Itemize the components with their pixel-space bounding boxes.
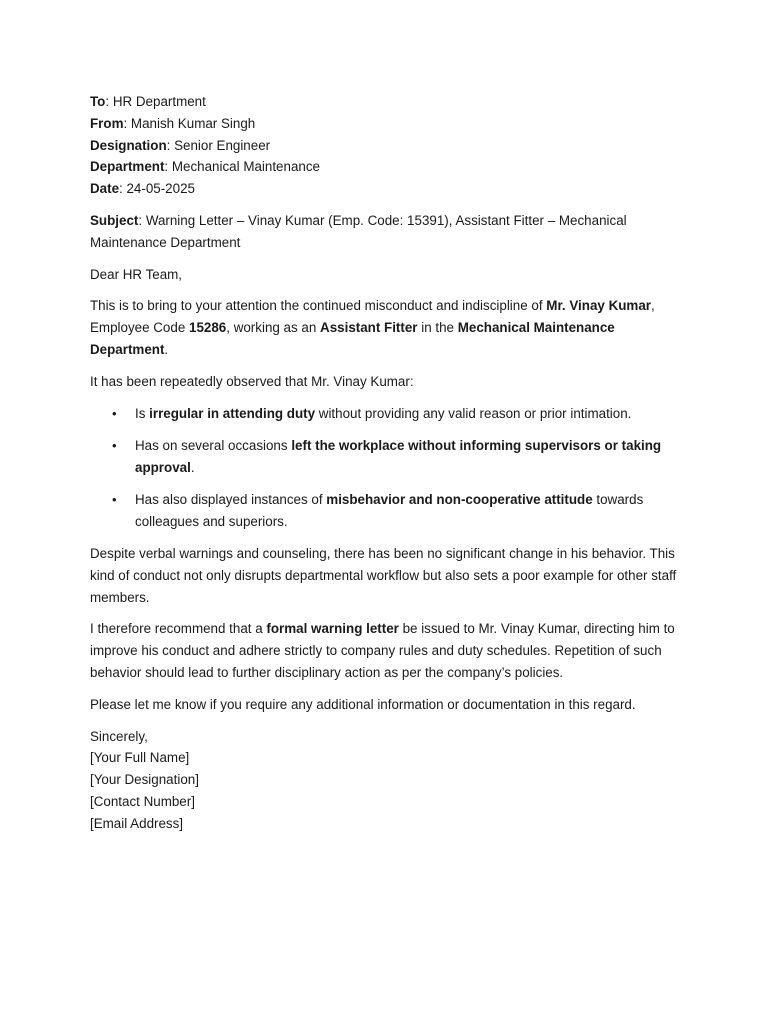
designation-value: : Senior Engineer xyxy=(166,137,271,153)
to-label: To xyxy=(90,94,106,109)
bullet-icon: • xyxy=(112,405,117,421)
date-label: Date xyxy=(90,181,120,197)
paragraph-closing-request: Please let me know if you require any additional information or documentation in this regard. xyxy=(90,696,636,712)
para1-text-5: . xyxy=(164,341,169,357)
para4-text-2: be issued to Mr. Vinay Kumar, directing him to improve his conduct and adhere strictly to company rules and duty schedules. Repetition of such behavior should lead to further disciplinary action as per the company’s policies. xyxy=(90,621,675,681)
para1-text-3: , working as an xyxy=(226,320,321,336)
designation-line xyxy=(90,135,690,157)
list-item xyxy=(90,435,690,479)
paragraph-recommendation xyxy=(90,618,690,683)
to-value: : HR Department xyxy=(105,94,206,109)
formal-warning-text: formal warning letter xyxy=(266,621,399,637)
subject-value: : Warning Letter – Vinay Kumar (Emp. Code: 15391), Assistant Fitter – Mechanical Maintenance Department xyxy=(90,212,627,250)
letter-header xyxy=(90,91,690,200)
bullet-text: . xyxy=(190,459,195,475)
employee-department: Mechanical Maintenance Department xyxy=(90,320,615,357)
observation-list xyxy=(90,403,690,533)
from-value: : Manish Kumar Singh xyxy=(123,115,256,131)
date-value: : 24-05-2025 xyxy=(119,181,195,197)
from-line xyxy=(90,113,690,135)
employee-name: Mr. Vinay Kumar xyxy=(546,298,651,314)
para4-text-1: I therefore recommend that a xyxy=(90,621,267,637)
letter-page xyxy=(90,91,690,835)
subject-line xyxy=(90,210,690,254)
bullet-icon: • xyxy=(112,437,117,453)
department-value: : Mechanical Maintenance xyxy=(164,159,320,175)
signer-designation: [Your Designation] xyxy=(90,772,199,788)
designation-label: Designation xyxy=(90,137,167,153)
para1-text-4: in the xyxy=(417,320,458,336)
bullet-icon: • xyxy=(112,491,117,507)
signer-contact: [Contact Number] xyxy=(90,794,195,810)
paragraph-misconduct xyxy=(90,295,690,360)
department-label: Department xyxy=(90,159,165,175)
para1-text-1: This is to bring to your attention the continued misconduct and indiscipline of xyxy=(90,298,547,314)
from-label: From xyxy=(90,115,124,131)
to-line xyxy=(90,91,690,113)
date-line xyxy=(90,178,690,200)
bullet-bold-text: misbehavior and non-cooperative attitude xyxy=(326,491,593,507)
bullet-text: Has on several occasions xyxy=(135,437,292,453)
employee-code: 15286 xyxy=(189,320,227,336)
signer-name: [Your Full Name] xyxy=(90,750,190,766)
list-item xyxy=(90,489,690,533)
bullet-text: Is xyxy=(135,405,150,421)
bullet-text: towards colleagues and superiors. xyxy=(135,491,644,529)
signer-email: [Email Address] xyxy=(90,815,184,831)
greeting: Dear HR Team, xyxy=(90,266,183,282)
employee-role: Assistant Fitter xyxy=(320,320,418,336)
bullet-text: without providing any valid reason or prior intimation. xyxy=(315,405,632,421)
signature-block xyxy=(90,726,690,835)
department-line xyxy=(90,156,690,178)
list-item xyxy=(90,403,690,425)
bullet-text: Has also displayed instances of xyxy=(135,491,327,507)
subject-label: Subject xyxy=(90,212,139,228)
bullet-bold-text: irregular in attending duty xyxy=(149,405,316,421)
paragraph-observed: It has been repeatedly observed that Mr. Vinay Kumar: xyxy=(90,373,414,389)
paragraph-warnings: Despite verbal warnings and counseling, there has been no significant change in his behavior. This kind of conduct not only disrupts departmental workflow but also sets a poor example for other staff members. xyxy=(90,546,677,605)
bullet-bold-text: left the workplace without informing supervisors or taking approval xyxy=(135,437,662,475)
para1-text-2: , Employee Code xyxy=(90,298,655,336)
closing-text: Sincerely, xyxy=(90,728,148,744)
